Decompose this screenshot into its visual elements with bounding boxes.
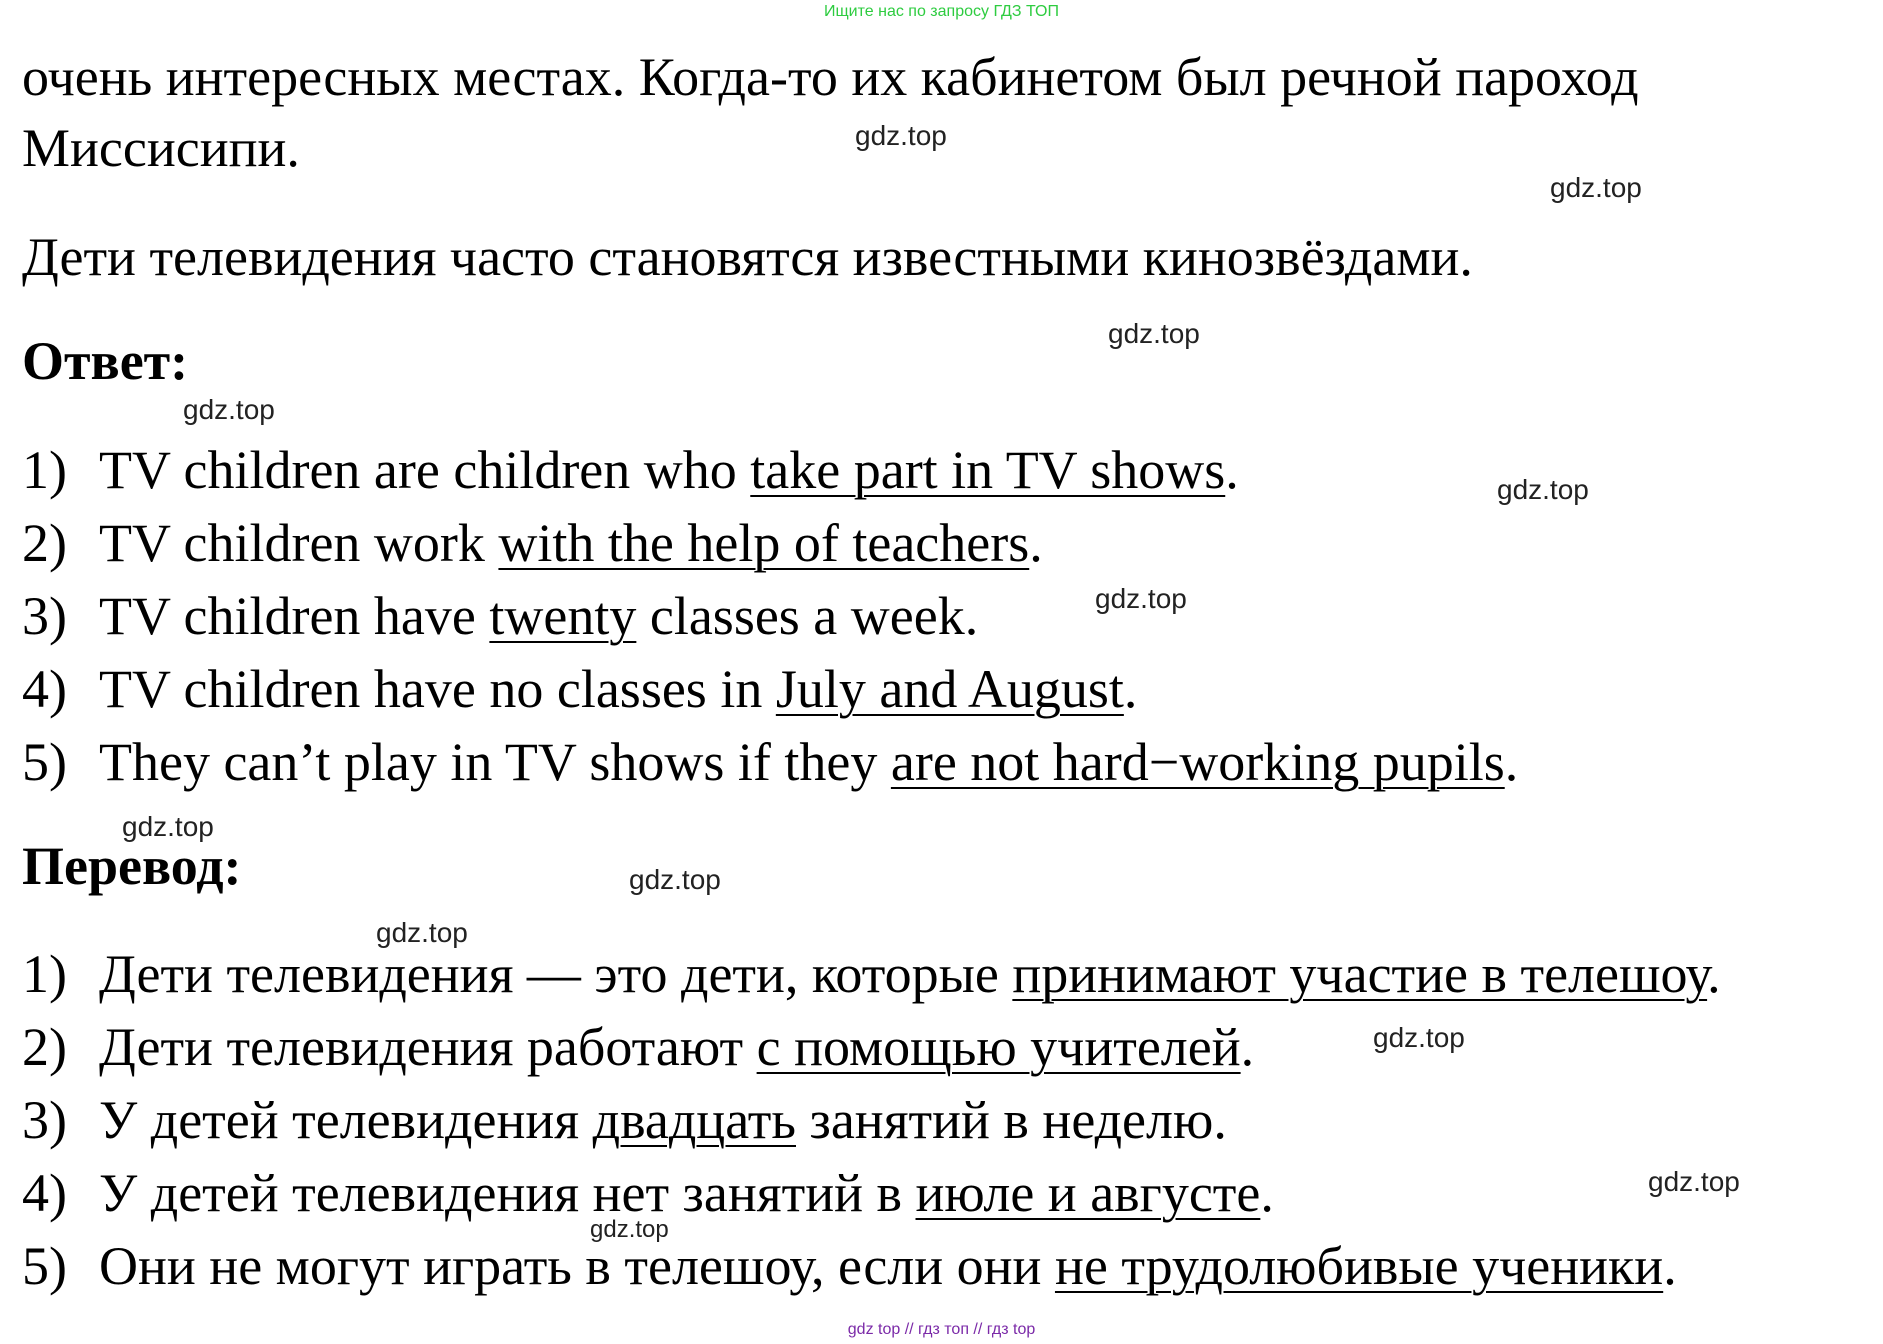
list-item: 1) TV children are children who take part in TV shows. <box>22 440 1239 500</box>
watermark: gdz.top <box>629 864 721 895</box>
list-item: 5) Они не могут играть в телешоу, если они не трудолюбивые ученики. <box>22 1236 1677 1296</box>
intro-line-3: Дети телевидения часто становятся известными кинозвёздами. <box>22 227 1473 287</box>
list-item: 2) Дети телевидения работают с помощью учителей. <box>22 1017 1255 1077</box>
translation-list <box>22 938 1721 1303</box>
watermark: gdz.top <box>855 120 947 151</box>
translation-heading: Перевод: <box>22 836 242 896</box>
list-item: 2) TV children work with the help of teachers. <box>22 513 1043 573</box>
intro-line-1: очень интересных местах. Когда-то их кабинетом был речной пароход <box>22 47 1639 107</box>
list-item: 4) TV children have no classes in July and August. <box>22 659 1138 719</box>
list-item: 4) У детей телевидения нет занятий в июле и августе. <box>22 1163 1274 1223</box>
top-banner: Ищите нас по запросу ГДЗ ТОП <box>824 3 1059 20</box>
list-item: 1) Дети телевидения — это дети, которые принимают участие в телешоу. <box>22 944 1721 1004</box>
watermark: gdz.top <box>122 811 214 842</box>
watermark: gdz.top <box>1373 1022 1465 1053</box>
watermark: gdz.top <box>1550 172 1642 203</box>
intro-line-2: Миссисипи. <box>22 118 300 178</box>
list-item: 3) TV children have twenty classes a week. <box>22 586 979 646</box>
answer-heading: Ответ: <box>22 331 189 391</box>
watermark: gdz.top <box>1095 583 1187 614</box>
watermark: gdz.top <box>376 917 468 948</box>
watermark: gdz.top <box>1108 318 1200 349</box>
watermark: gdz.top <box>1648 1166 1740 1197</box>
answer-list <box>22 434 1518 799</box>
watermark: gdz.top <box>183 394 275 425</box>
list-item: 3) У детей телевидения двадцать занятий в неделю. <box>22 1090 1227 1150</box>
watermark: gdz.top <box>590 1216 669 1243</box>
list-item: 5) They can’t play in TV shows if they are not hard−working pupils. <box>22 732 1519 792</box>
bottom-banner: gdz top // гдз топ // гдз top <box>847 1321 1036 1338</box>
watermark: gdz.top <box>1497 474 1589 505</box>
